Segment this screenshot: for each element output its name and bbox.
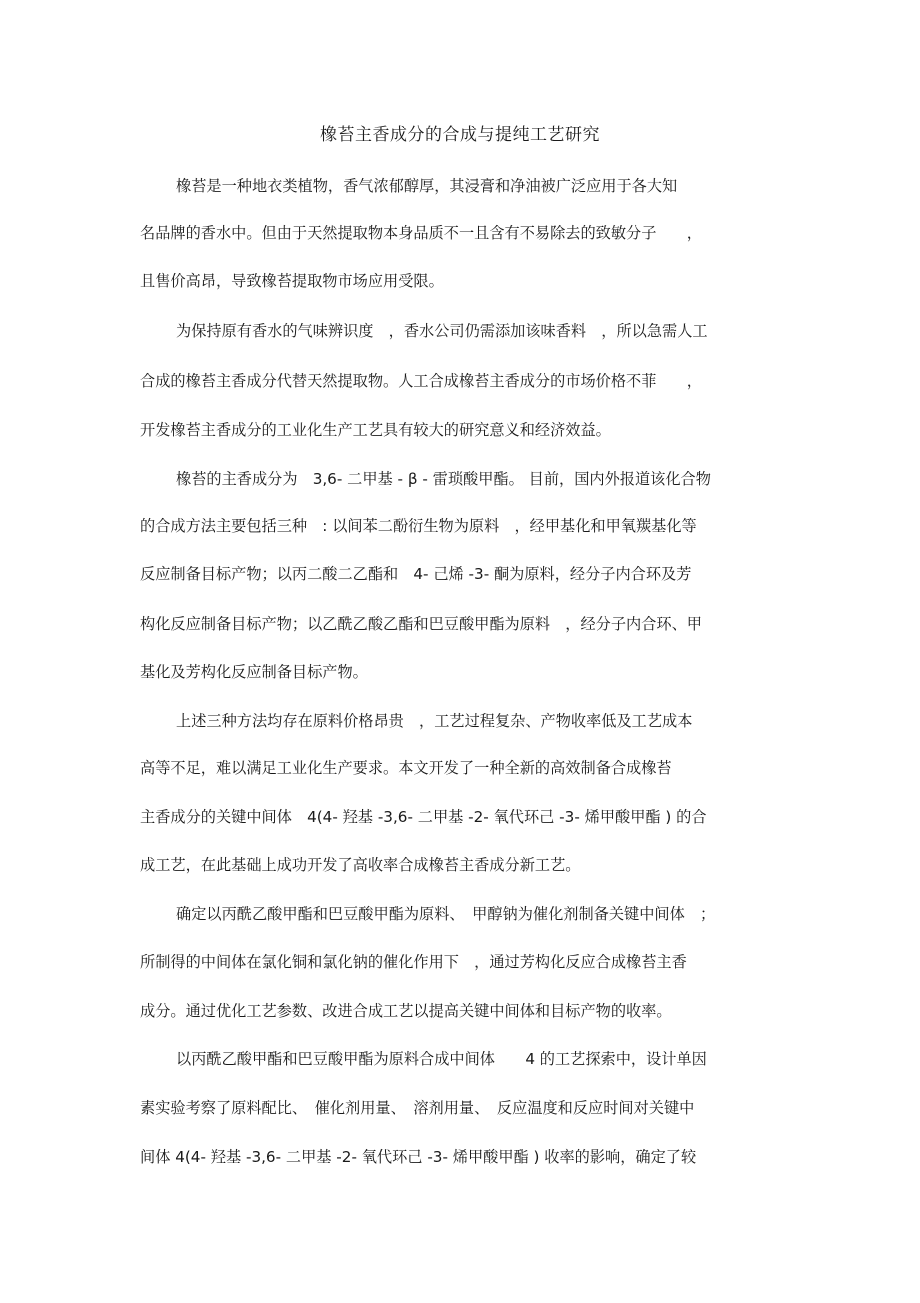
paragraph-2-line-3: 开发橡苔主香成分的工业化生产工艺具有较大的研究意义和经济效益。 [140, 421, 611, 439]
paragraph-2-line-2: 合成的橡苔主香成分代替天然提取物。人工合成橡苔主香成分的市场价格不菲 ， [140, 372, 702, 390]
paragraph-5-line-2: 所制得的中间体在氯化铜和氯化钠的催化作用下 ，通过芳构化反应合成橡苔主香 [140, 953, 687, 971]
paragraph-6-line-3: 间体 4(4- 羟基 -3,6- 二甲基 -2- 氧代环己 -3- 烯甲酸甲酯 ) 收率的影响，确定了较 [140, 1148, 697, 1166]
paragraph-6-line-2: 素实验考察了原料配比、 催化剂用量、 溶剂用量、 反应温度和反应时间对关键中 [140, 1099, 695, 1117]
paragraph-4-line-4: 成工艺，在此基础上成功开发了高收率合成橡苔主香成分新工艺。 [140, 856, 581, 874]
paragraph-1-line-2: 名品牌的香水中。但由于天然提取物本身品质不一且含有不易除去的致敏分子 ， [140, 224, 702, 242]
paragraph-2-line-1: 为保持原有香水的气味辨识度 ，香水公司仍需添加该味香料 ，所以急需人工 [176, 322, 708, 340]
paragraph-1-line-1: 橡苔是一种地衣类植物，香气浓郁醇厚，其浸膏和净油被广泛应用于各大知 [176, 177, 678, 195]
paragraph-5-line-3: 成分。通过优化工艺参数、改进合成工艺以提高关键中间体和目标产物的收率。 [140, 1002, 672, 1020]
paragraph-4-line-2: 高等不足，难以满足工业化生产要求。本文开发了一种全新的高效制备合成橡苔 [140, 759, 672, 777]
paragraph-3-line-4: 构化反应制备目标产物；以乙酰乙酸乙酯和巴豆酸甲酯为原料 ，经分子内合环、甲 [140, 615, 702, 633]
paragraph-4-line-1: 上述三种方法均存在原料价格昂贵 ，工艺过程复杂、产物收率低及工艺成本 [176, 712, 693, 730]
paragraph-3-line-2: 的合成方法主要包括三种 : 以间苯二酚衍生物为原料 ，经甲基化和甲氧羰基化等 [140, 517, 697, 535]
paragraph-3-line-5: 基化及芳构化反应制备目标产物。 [140, 663, 368, 681]
paragraph-3-line-1: 橡苔的主香成分为 3,6- 二甲基 - β - 雷琐酸甲酯。 目前，国内外报道该化合物 [176, 470, 711, 488]
document-title: 橡苔主香成分的合成与提纯工艺研究 [320, 125, 600, 145]
paragraph-1-line-3: 且售价高昂，导致橡苔提取物市场应用受限。 [140, 272, 444, 290]
paragraph-5-line-1: 确定以丙酰乙酸甲酯和巴豆酸甲酯为原料、 甲醇钠为催化剂制备关键中间体 ； [176, 905, 716, 923]
paragraph-3-line-3: 反应制备目标产物；以丙二酸二乙酯和 4- 己烯 -3- 酮为原料，经分子内合环及芳 [140, 565, 692, 583]
paragraph-6-line-1: 以丙酰乙酸甲酯和巴豆酸甲酯为原料合成中间体 4 的工艺探索中，设计单因 [176, 1050, 707, 1068]
paragraph-4-line-3: 主香成分的关键中间体 4(4- 羟基 -3,6- 二甲基 -2- 氧代环己 -3- 烯甲酸甲酯 ) 的合 [140, 808, 707, 826]
